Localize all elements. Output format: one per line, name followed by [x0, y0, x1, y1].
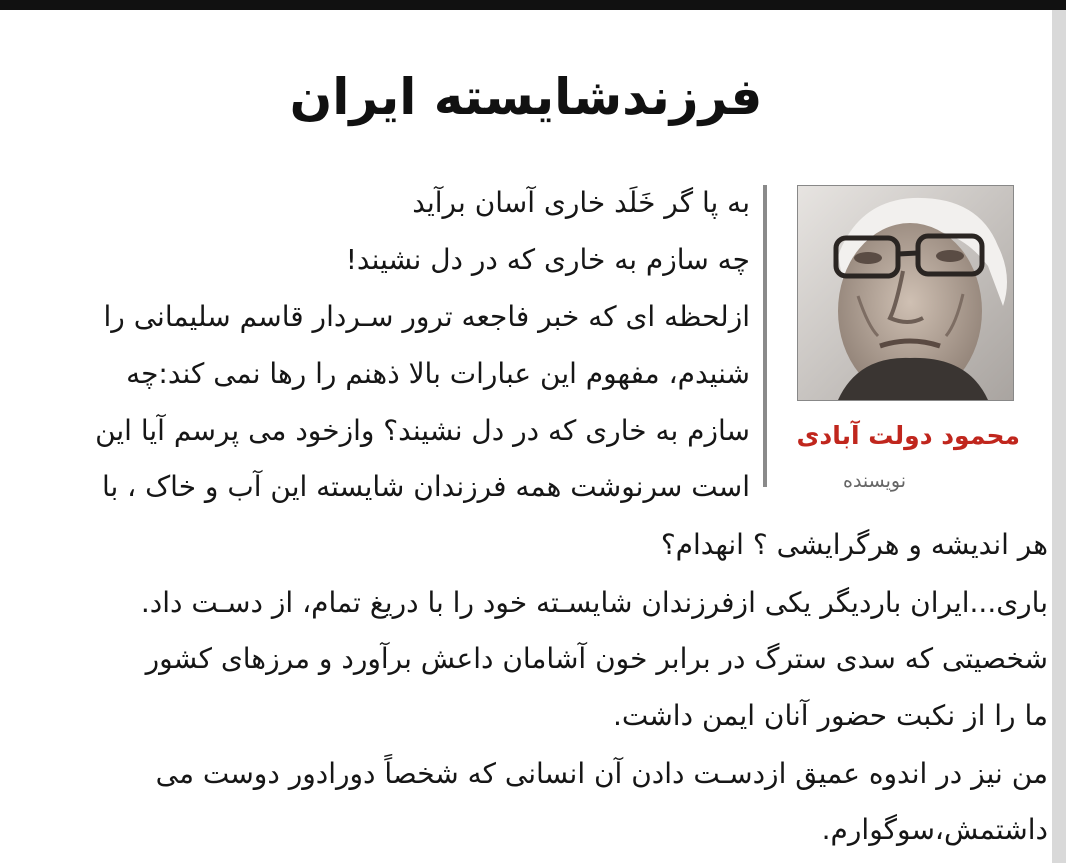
column-divider — [763, 185, 767, 487]
author-role: نویسنده — [842, 470, 906, 492]
body-line: شخصیتی که سدی سترگ در برابر خون آشامان داعش برآورد و مرزهای کشور — [145, 642, 1048, 675]
body-line: من نیز در اندوه عمیق ازدسـت دادن آن انسانی که شخصاً دورادور دوست می — [155, 757, 1048, 790]
article-title: فرزندشایسته ایران — [289, 68, 763, 126]
body-line: باری...ایران باردیگر یکی ازفرزندان شایسـته خود را با دریغ تمام، از دسـت داد. — [140, 586, 1048, 619]
author-portrait-icon — [797, 185, 1014, 401]
top-border — [0, 0, 1066, 10]
body-line: چه سازم به خاری که در دل نشیند! — [345, 243, 750, 276]
right-edge-strip — [1052, 10, 1066, 863]
body-line: داشتمش،سوگوارم. — [821, 813, 1048, 846]
body-line: شنیدم، مفهوم این عبارات بالا ذهنم را رها نمی کند:چه — [126, 357, 750, 390]
body-line: است سرنوشت همه فرزندان شایسته این آب و خاک ، با — [101, 470, 750, 503]
author-name: محمود دولت آبادی — [796, 421, 1020, 450]
body-line: ما را از نکبت حضور آنان ایمن داشت. — [612, 699, 1048, 732]
body-line: ازلحظه ای که خبر فاجعه ترور سـردار قاسم سلیمانی را — [103, 300, 750, 333]
body-line: به پا گر خَلَد خاری آسان برآید — [412, 186, 750, 219]
body-line: سازم به خاری که در دل نشیند؟ وازخود می پرسم آیا این — [95, 414, 750, 447]
body-line: هر اندیشه و هرگرایشی ؟ انهدام؟ — [660, 528, 1048, 561]
